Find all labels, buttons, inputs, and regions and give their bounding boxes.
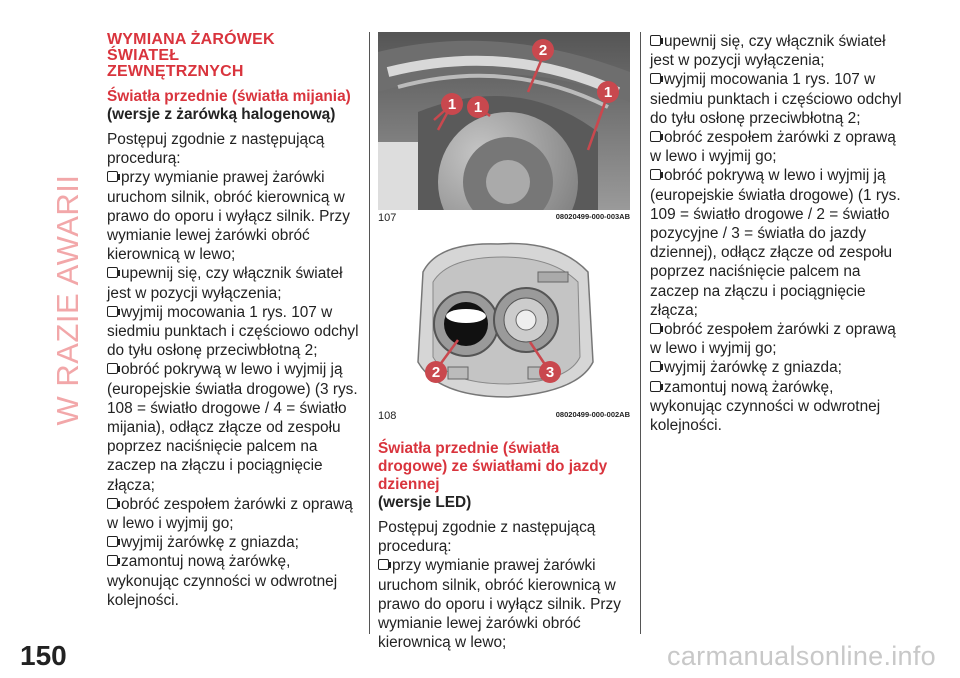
- checkbox-bullet-icon: [107, 536, 118, 547]
- svg-text:2: 2: [538, 42, 548, 59]
- svg-text:1: 1: [473, 99, 483, 116]
- halogen-subtitle: (wersje z żarówką halogenową): [107, 106, 336, 123]
- halogen-step: wyjmij żarówkę z gniazda;: [107, 533, 359, 552]
- checkbox-bullet-icon: [650, 73, 661, 84]
- watermark: carmanualsonline.info: [667, 641, 936, 671]
- led-step: obróć pokrywą w lewo i wyjmij ją (europejskie światła drogowe) (1 rys. 109 = światło drogowe / 2 = światło pozycyjne / 3 = światła do jazdy dziennej), odłącz złącze od zespołu poprzez naciśnięcie palcem na zaczep na złączu i pociągnięcie złącza;: [650, 167, 901, 319]
- checkbox-bullet-icon: [107, 363, 118, 374]
- halogen-intro: Postępuj zgodnie z następującą procedurą:: [107, 131, 325, 168]
- column-divider: [640, 32, 641, 634]
- page-number: 150: [20, 640, 67, 671]
- callout-marker: [467, 96, 489, 118]
- led-step: obróć zespołem żarówki z oprawą w lewo i wyjmij go;: [650, 321, 896, 358]
- led-step: zamontuj nową żarówkę, wykonując czynności w odwrotnej kolejności.: [650, 378, 881, 435]
- callout-marker: [532, 39, 554, 61]
- column-left: [107, 32, 359, 610]
- checkbox-bullet-icon: [107, 267, 118, 278]
- callout-marker: [539, 361, 561, 383]
- column-right: [650, 32, 902, 435]
- checkbox-bullet-icon: [650, 361, 661, 372]
- section-title: WYMIANA ŻARÓWEK ŚWIATEŁ ZEWNĘTRZNYCH: [107, 31, 275, 80]
- svg-text:1: 1: [447, 96, 457, 113]
- figure-number: 108: [378, 410, 397, 422]
- callout-marker: [441, 93, 463, 115]
- column-middle: [378, 440, 630, 652]
- checkbox-bullet-icon: [107, 498, 118, 509]
- callout-marker: [425, 361, 447, 383]
- checkbox-bullet-icon: [107, 555, 118, 566]
- svg-text:2: 2: [431, 364, 441, 381]
- halogen-step: obróć pokrywą w lewo i wyjmij ją (europejskie światła drogowe) (3 rys. 108 = światło drogowe / 4 = światło mijania), odłącz złącze od zespołu poprzez naciśnięcie palcem na zaczep na złączu i pociągnięcie złącza;: [107, 361, 358, 494]
- figure-caption: [378, 212, 630, 224]
- halogen-step: przy wymianie prawej żarówki uruchom silnik, obróć kierownicą w prawo do oporu i wyłącz silnik. Przy wymianie lewej żarówki obróć kierownicą w lewo;: [107, 169, 350, 264]
- svg-text:3: 3: [545, 364, 555, 381]
- checkbox-bullet-icon: [378, 559, 389, 570]
- callout-marker: [597, 81, 619, 103]
- column-divider: [369, 32, 370, 634]
- checkbox-bullet-icon: [650, 323, 661, 334]
- svg-text:1: 1: [603, 84, 613, 101]
- chapter-title: W RAZIE AWARII: [50, 174, 85, 426]
- headlamp-rear-illustration: [378, 232, 630, 408]
- halogen-step: obróć zespołem żarówki z oprawą w lewo i wyjmij go;: [107, 495, 353, 533]
- checkbox-bullet-icon: [650, 131, 661, 142]
- led-step: wyjmij żarówkę z gniazda;: [650, 358, 902, 377]
- figure-code: 08020499-000-003AB: [555, 212, 630, 221]
- led-step: obróć zespołem żarówki z oprawą w lewo i wyjmij go;: [650, 129, 896, 166]
- figure-number: 107: [378, 212, 397, 224]
- checkbox-bullet-icon: [650, 35, 661, 46]
- led-step: wyjmij mocowania 1 rys. 107 w siedmiu punktach i częściowo odchyl do tyłu osłonę przeciwbłotną 2;: [650, 71, 902, 127]
- checkbox-bullet-icon: [650, 381, 661, 392]
- wheel-arch-illustration: [378, 32, 630, 210]
- led-step: przy wymianie prawej żarówki uruchom silnik, obróć kierownicą w prawo do oporu i wyłącz silnik. Przy wymianie lewej żarówki obróć kierownicą w lewo;: [378, 557, 621, 652]
- checkbox-bullet-icon: [650, 169, 661, 180]
- figure-107-wheel-arch: [378, 32, 630, 210]
- led-title: Światła przednie (światła drogowe) ze światłami do jazdy dziennej: [378, 440, 608, 493]
- checkbox-bullet-icon: [107, 171, 118, 182]
- chapter-sidebar: [48, 20, 88, 580]
- halogen-step: upewnij się, czy włącznik świateł jest w pozycji wyłączenia;: [107, 265, 343, 302]
- led-intro: Postępuj zgodnie z następującą procedurą:: [378, 519, 596, 556]
- led-step: upewnij się, czy włącznik świateł jest w pozycji wyłączenia;: [650, 33, 886, 70]
- checkbox-bullet-icon: [107, 306, 118, 317]
- figure-108-headlamp-rear: [378, 232, 630, 408]
- figure-caption: [378, 410, 630, 422]
- figure-code: 08020499-000-002AB: [555, 410, 630, 419]
- led-subtitle: (wersje LED): [378, 494, 472, 511]
- halogen-title: Światła przednie (światła mijania): [107, 88, 351, 105]
- halogen-step: wyjmij mocowania 1 rys. 107 w siedmiu punktach i częściowo odchyl do tyłu osłonę przeciwbłotną 2;: [107, 303, 359, 360]
- halogen-step: zamontuj nową żarówkę, wykonując czynności w odwrotnej kolejności.: [107, 553, 338, 609]
